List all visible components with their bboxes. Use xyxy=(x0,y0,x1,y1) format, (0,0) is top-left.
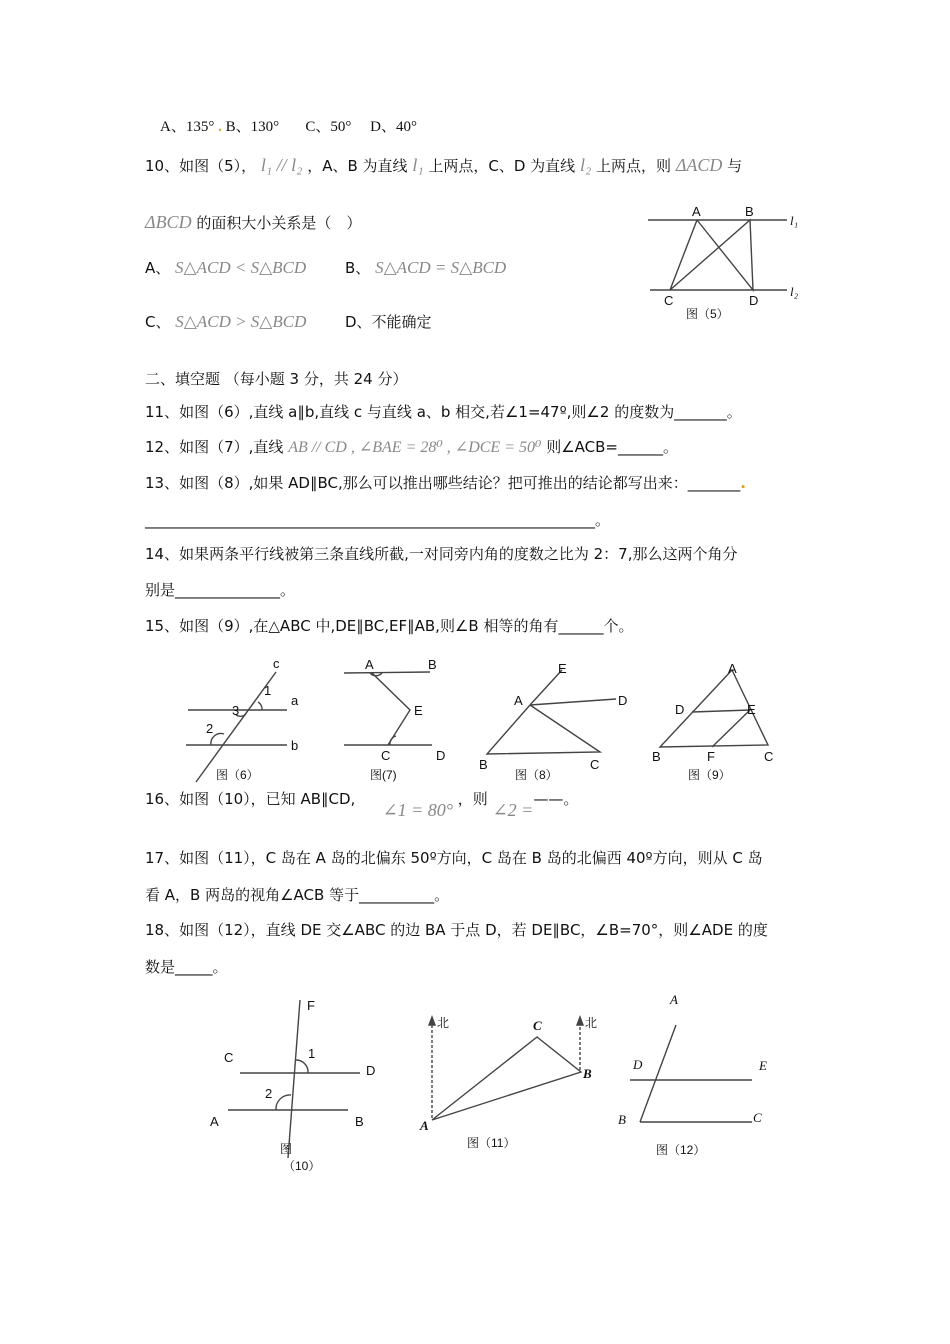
figure-caption: 图（9） xyxy=(688,768,731,782)
angle-2-label: 2 xyxy=(206,721,214,736)
point-a-label: A xyxy=(692,204,701,219)
q12-prefix: 12、如图（7）,直线 xyxy=(145,438,284,456)
stray-dot: . xyxy=(218,119,222,135)
q16-math-angle2: ∠2 = xyxy=(492,800,534,820)
option-c-label: C、 xyxy=(145,313,171,331)
point-b-label: B xyxy=(583,1066,592,1081)
option-b-label: B、 xyxy=(345,259,371,277)
angle-2-label: 2 xyxy=(265,1086,273,1101)
point-e-label: E xyxy=(747,702,756,717)
q16-blank: —— xyxy=(533,790,564,808)
q17-line2: 看 A，B 两岛的视角∠ACB 等于__________。 xyxy=(145,886,450,904)
point-d-label: D xyxy=(436,748,446,763)
point-a-label: A xyxy=(728,661,737,676)
point-c-label: C xyxy=(590,757,600,772)
point-c-label: C xyxy=(533,1018,542,1033)
q10-text: 上两点，C、D 为直线 xyxy=(428,157,576,175)
angle-1-label: 1 xyxy=(308,1046,316,1061)
point-a-label: A xyxy=(514,693,523,708)
figure-caption: 图（5） xyxy=(686,307,729,321)
option-a: S△ACD < S△BCD xyxy=(175,258,307,277)
point-b-label: B xyxy=(652,749,661,764)
q10-math-l2: l₂ xyxy=(579,155,592,175)
q10-text: 与 xyxy=(727,157,743,175)
q14-line1: 14、如果两条平行线被第三条直线所截,一对同旁内角的度数之比为 2：7,那么这两个角分 xyxy=(145,545,738,563)
figure-9 xyxy=(652,661,773,782)
point-c-label: C xyxy=(381,748,391,763)
point-a-label: A xyxy=(210,1114,219,1129)
figure-caption: 图 xyxy=(280,1142,293,1156)
stray-dot: . xyxy=(740,474,746,492)
line-a-label: a xyxy=(291,693,299,708)
q16-prefix: 16、如图（10），已知 AB∥CD, xyxy=(145,790,356,808)
option-a: A、135° xyxy=(160,119,215,135)
option-d: D、40° xyxy=(370,119,417,135)
q13-line2: ____________________________________________________________。 xyxy=(145,511,611,529)
point-d-label: D xyxy=(749,293,759,308)
figure-caption: 图（12） xyxy=(656,1143,706,1157)
option-c: C、50° xyxy=(305,119,352,135)
point-d-label: D xyxy=(618,693,628,708)
figure-caption: 图（8） xyxy=(515,768,558,782)
q10-text: 的面积大小关系是（ ） xyxy=(196,214,362,232)
line-c-label: c xyxy=(273,656,280,671)
q18-line2: 数是_____。 xyxy=(145,958,228,976)
option-c: S△ACD > S△BCD xyxy=(175,312,307,331)
point-f-label: F xyxy=(307,998,315,1013)
line-l2-label: l₂ xyxy=(790,284,799,299)
north-label: 北 xyxy=(437,1016,450,1030)
point-b-label: B xyxy=(479,757,488,772)
point-a-label: A xyxy=(420,1118,429,1133)
point-b-label: B xyxy=(745,204,754,219)
q17-line1: 17、如图（11），C 岛在 A 岛的北偏东 50º方向，C 岛在 B 岛的北偏西 40º方向，则从 C 岛 xyxy=(145,849,763,867)
q16-math-angle1: ∠1 = 80° xyxy=(382,800,454,820)
q11: 11、如图（6）,直线 a∥b,直线 c 与直线 a、b 相交,若∠1=47º,则∠2 的度数为_______。 xyxy=(145,403,742,421)
point-e-label: E xyxy=(759,1058,767,1073)
figure-6 xyxy=(186,656,299,782)
point-c-label: C xyxy=(764,749,774,764)
point-d-label: D xyxy=(675,702,685,717)
option-a-label: A、 xyxy=(145,259,171,277)
point-c-label: C xyxy=(664,293,674,308)
option-b: B、130° xyxy=(225,119,280,135)
section-2-heading: 二、填空题 （每小题 3 分，共 24 分） xyxy=(145,370,408,388)
q15: 15、如图（9）,在△ABC 中,DE∥BC,EF∥AB,则∠B 相等的角有______个。 xyxy=(145,617,634,635)
q10-text: 上两点，则 xyxy=(596,157,672,175)
point-a-label: A xyxy=(670,992,678,1007)
figure-5 xyxy=(648,204,799,321)
q13-text: 13、如图（8）,如果 AD∥BC,那么可以推出哪些结论？把可推出的结论都写出来：_______ xyxy=(145,474,741,492)
q14-line2: 别是______________。 xyxy=(145,581,296,599)
point-b-label: B xyxy=(355,1114,364,1129)
point-e-label: E xyxy=(558,661,567,676)
q10-text: ，A、B 为直线 xyxy=(307,157,408,175)
figure-caption: 图(7) xyxy=(370,768,397,782)
figure-12 xyxy=(618,992,767,1157)
angle-1-label: 1 xyxy=(264,683,272,698)
figure-10 xyxy=(210,998,375,1173)
north-label: 北 xyxy=(585,1016,598,1030)
line-l1-label: l₁ xyxy=(790,213,799,228)
angle-3-label: 3 xyxy=(232,703,240,718)
figure-7 xyxy=(344,657,445,782)
point-f-label: F xyxy=(707,749,715,764)
point-a-label: A xyxy=(365,657,374,672)
line-b-label: b xyxy=(291,738,299,753)
q10-prefix: 10、如图（5）， xyxy=(145,157,257,175)
q10-math-parallel: l₁ // l₂ xyxy=(260,155,303,175)
q12-suffix: 则∠ACB=______。 xyxy=(546,438,678,456)
q10-math-bcd: ΔBCD xyxy=(145,212,192,232)
q10-math-l1: l₁ xyxy=(412,155,424,175)
q12-math: AB // CD , ∠BAE = 28⁰ , ∠DCE = 50⁰ xyxy=(288,439,542,456)
q10-math-acd: ΔACD xyxy=(675,155,723,175)
point-d-label: D xyxy=(366,1063,376,1078)
point-d-label: D xyxy=(633,1057,643,1072)
option-d: D、不能确定 xyxy=(345,313,432,331)
figure-caption: 图（11） xyxy=(467,1136,516,1150)
figure-11 xyxy=(419,1016,597,1150)
point-c-label: C xyxy=(753,1110,762,1125)
point-b-label: B xyxy=(618,1112,626,1127)
point-e-label: E xyxy=(414,703,423,718)
q18-line1: 18、如图（12），直线 DE 交∠ABC 的边 BA 于点 D，若 DE∥BC，∠B=70°，则∠ADE 的度 xyxy=(145,921,768,939)
figure-caption-number: （10） xyxy=(283,1159,321,1173)
figure-8 xyxy=(479,661,627,782)
q16-text: ，则 xyxy=(457,790,488,808)
q16-end: 。 xyxy=(563,790,579,808)
point-b-label: B xyxy=(428,657,437,672)
figure-caption: 图（6） xyxy=(216,768,259,782)
option-b: S△ACD = S△BCD xyxy=(375,258,507,277)
point-c-label: C xyxy=(224,1050,234,1065)
